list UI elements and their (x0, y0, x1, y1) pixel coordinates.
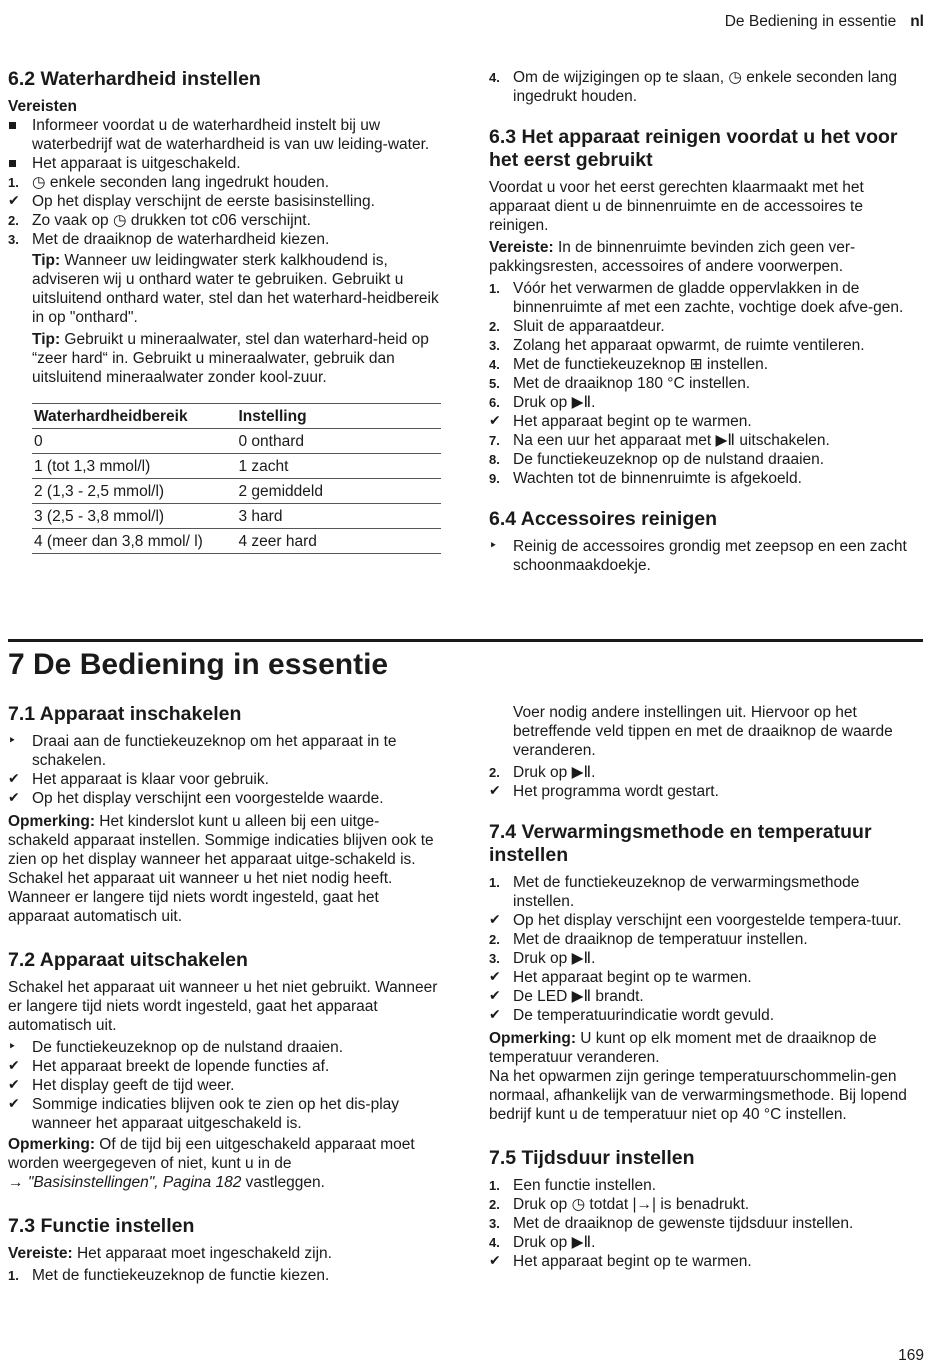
note-continued: Na het opwarmen zijn geringe temperatuurschommelin-gen normaal, afhankelijk van de verwarmingsmethode. Bij lopend bedrijf kunt u de temperatuur niet op 40 °C instellen. (489, 1068, 907, 1123)
table-cell: 4 (meer dan 3,8 mmol/ l) (32, 529, 237, 554)
list-item (489, 763, 921, 782)
list-item-text: Druk op ▶Ⅱ. (513, 394, 596, 411)
step-number: 2. (8, 213, 19, 228)
list-item (489, 1006, 921, 1025)
step-number: 4. (489, 70, 500, 85)
note (8, 812, 440, 869)
list-item (489, 782, 921, 801)
list-item (8, 192, 440, 211)
tip-text: Gebruikt u mineraalwater, stel dan waterhard-heid op “zeer hard“ in. Gebruikt u mineraalwater, gebruik dan uitsluitend mineraalwater zonder kool-zuur. (32, 331, 429, 386)
step-number: 6. (489, 395, 500, 410)
step-number: 7. (489, 433, 500, 448)
section-title: 7.4 Verwarmingsmethode en temperatuur instellen (489, 821, 872, 866)
step-number: 1. (489, 1178, 500, 1193)
note-label: Opmerking: (8, 1136, 95, 1153)
list-item (489, 949, 921, 968)
check-icon: ✔ (489, 1007, 501, 1023)
list-item-text: Het display geeft de tijd weer. (32, 1077, 235, 1094)
table-cell: 4 zeer hard (237, 529, 442, 554)
check-icon: ✔ (489, 912, 501, 928)
table-row (32, 479, 441, 504)
list-item-text: Met de draaiknop de temperatuur instellen. (513, 931, 808, 948)
list-item-text: Het apparaat is klaar voor gebruik. (32, 771, 269, 788)
list-item (8, 770, 440, 789)
list-item-text: Het apparaat breekt de lopende functies af. (32, 1058, 330, 1075)
table-cell: 2 (1,3 - 2,5 mmol/l) (32, 479, 237, 504)
section-7-left (8, 703, 440, 1285)
list-item-text: Zo vaak op ◷ drukken tot c06 verschijnt. (32, 212, 311, 229)
list-item-text: Het programma wordt gestart. (513, 783, 719, 800)
section-title: 6.2 Waterhardheid instellen (8, 68, 261, 90)
steps-list (489, 279, 921, 488)
chapter-title: 7 De Bediening in essentie (8, 648, 389, 681)
list-item (489, 279, 921, 317)
section-title: 6.4 Accessoires reinigen (489, 508, 717, 530)
list-item (489, 336, 921, 355)
requirement-label: Vereiste: (8, 1245, 73, 1262)
list-item (489, 1214, 921, 1233)
list-item-text: Met de functiekeuzeknop de verwarmingsmethode instellen. (513, 874, 860, 910)
check-icon: ✔ (489, 413, 501, 429)
list-item-text: Op het display verschijnt een voorgestelde tempera-tuur. (513, 912, 902, 929)
step-number: 5. (489, 376, 500, 391)
list-item-text: De functiekeuzeknop op de nulstand draaien. (32, 1039, 344, 1056)
list-item (489, 450, 921, 469)
list-item (489, 317, 921, 336)
chapter-divider (8, 639, 923, 642)
section-title: 7.2 Apparaat uitschakelen (8, 949, 248, 971)
check-icon: ✔ (8, 1077, 20, 1093)
list-item-text: Druk op ▶Ⅱ. (513, 950, 596, 967)
table-cell: 1 zacht (237, 454, 442, 479)
list-item (489, 1176, 921, 1195)
intro-text: Voordat u voor het eerst gerechten klaarmaakt met het apparaat dient u de binnenruimte en de accessoires te reinigen. (489, 179, 864, 234)
steps-list (489, 873, 921, 1025)
list-item (489, 431, 921, 450)
arrow-bullet-icon: ‣ (489, 538, 498, 554)
step-number: 3. (489, 1216, 500, 1231)
step-number: 4. (489, 357, 500, 372)
list-item (8, 173, 440, 192)
list-item (489, 469, 921, 488)
cross-reference-link[interactable]: "Basisinstellingen", Pagina 182 (27, 1174, 242, 1191)
note-continued: Schakel het apparaat uit wanneer u het niet nodig heeft. Wanneer er langere tijd niets wordt ingesteld, gaat het apparaat automatisch uit. (8, 870, 393, 925)
table-row (32, 429, 441, 454)
check-icon: ✔ (8, 790, 20, 806)
header-title: De Bediening in essentie (724, 13, 897, 30)
note-label: Opmerking: (8, 813, 95, 830)
check-icon: ✔ (8, 193, 20, 209)
intro-text: Schakel het apparaat uit wanneer u het niet gebruikt. Wanneer er langere tijd niets wordt ingesteld, gaat het apparaat automatisch uit. (8, 979, 438, 1034)
table-cell: 2 gemiddeld (237, 479, 442, 504)
list-item (8, 116, 440, 154)
water-hardness-table (32, 403, 441, 554)
steps-list (8, 1038, 440, 1133)
step-number: 2. (489, 1197, 500, 1212)
note-text: Het kinderslot kunt u alleen bij een uitge-schakeld apparaat instellen. Sommige indicaties blijven ook te zien op het display wanneer het apparaat uitge-schakeld is. (8, 813, 434, 868)
list-item-text: Op het display verschijnt een voorgestelde waarde. (32, 790, 384, 807)
section-title: 7.1 Apparaat inschakelen (8, 703, 242, 725)
table-header: Instelling (237, 404, 442, 429)
check-icon: ✔ (489, 1253, 501, 1269)
requirements-label: Vereisten (8, 98, 77, 115)
check-icon: ✔ (8, 1058, 20, 1074)
note (489, 1029, 921, 1067)
list-item-text: Druk op ▶Ⅱ. (513, 764, 596, 781)
list-item (8, 154, 440, 173)
tip-label: Tip: (32, 252, 61, 269)
list-item (489, 1233, 921, 1252)
table-cell: 1 (tot 1,3 mmol/l) (32, 454, 237, 479)
note (8, 1135, 440, 1192)
list-item-text: Druk op ▶Ⅱ. (513, 1234, 596, 1251)
list-item (489, 68, 921, 106)
list-item-text: Zolang het apparaat opwarmt, de ruimte ventileren. (513, 337, 865, 354)
step-number: 9. (489, 471, 500, 486)
list-item (489, 1252, 921, 1271)
list-item-text: De temperatuurindicatie wordt gevuld. (513, 1007, 775, 1024)
list-item (489, 930, 921, 949)
list-item (8, 1076, 440, 1095)
step-continuation: Voer nodig andere instellingen uit. Hiervoor op het betreffende veld tippen en met de draaiknop de waarde veranderen. (513, 704, 893, 759)
table-cell: 3 hard (237, 504, 442, 529)
list-item-text: Sluit de apparaatdeur. (513, 318, 665, 335)
requirement (8, 1244, 440, 1263)
table-cell: 0 (32, 429, 237, 454)
tip-text: Wanneer uw leidingwater sterk kalkhoudend is, adviseren wij u onthard water te gebruiken. Gebruikt u uitsluitend onthard water, stel dan het waterhard-heidbereik in op "onthard". (32, 252, 439, 326)
requirements-list (8, 116, 440, 173)
list-item (489, 412, 921, 431)
list-item (489, 873, 921, 911)
list-item (489, 968, 921, 987)
table-row (32, 504, 441, 529)
requirement-label: Vereiste: (489, 239, 554, 256)
list-item-text: Het apparaat begint op te warmen. (513, 969, 752, 986)
section-title: 7.5 Tijdsduur instellen (489, 1147, 695, 1169)
list-item (8, 1038, 440, 1057)
list-item (489, 374, 921, 393)
step-number: 2. (489, 765, 500, 780)
list-item-text: De LED ▶Ⅱ brandt. (513, 988, 644, 1005)
requirement-text: In de binnenruimte bevinden zich geen ver-pakkingsresten, accessoires of andere voorwerpen. (489, 239, 856, 275)
list-item-text: Informeer voordat u de waterhardheid instelt bij uw waterbedrijf wat de waterhardheid is van uw leiding-water. (32, 117, 430, 153)
list-item-text: Reinig de accessoires grondig met zeepsop en een zacht schoonmaakdoekje. (513, 538, 907, 574)
section-7-right (489, 703, 921, 1271)
steps-list (489, 1176, 921, 1271)
list-item-text: Het apparaat begint op te warmen. (513, 1253, 752, 1270)
list-item-text: Sommige indicaties blijven ook te zien op het dis-play wanneer het apparaat uitgeschakeld is. (32, 1096, 400, 1132)
step-number: 3. (489, 338, 500, 353)
list-item (8, 732, 440, 770)
section-6-2 (8, 68, 440, 554)
step-number: 1. (489, 875, 500, 890)
list-item (489, 1195, 921, 1214)
step-number: 8. (489, 452, 500, 467)
list-item (489, 355, 921, 374)
step-number: 2. (489, 319, 500, 334)
step-number: 1. (8, 175, 19, 190)
list-item-text: Met de functiekeuzeknop ⊞ instellen. (513, 356, 769, 373)
list-item-text: Een functie instellen. (513, 1177, 657, 1194)
list-item (8, 230, 440, 249)
note-label: Opmerking: (489, 1030, 576, 1047)
list-item-text: Vóór het verwarmen de gladde oppervlakken in de binnenruimte af met een zachte, vochtige doek afve-gen. (513, 280, 904, 316)
list-item (489, 987, 921, 1006)
step-number: 2. (489, 932, 500, 947)
step-number: 3. (8, 232, 19, 247)
list-item (8, 211, 440, 230)
list-item-text: Met de draaiknop de gewenste tijdsduur instellen. (513, 1215, 854, 1232)
list-item-text: Met de draaiknop 180 °C instellen. (513, 375, 751, 392)
list-item-text: Na een uur het apparaat met ▶Ⅱ uitschakelen. (513, 432, 830, 449)
list-item (489, 911, 921, 930)
check-icon: ✔ (8, 771, 20, 787)
list-item-text: Het apparaat is uitgeschakeld. (32, 155, 241, 172)
steps-list (489, 537, 921, 575)
header-lang: nl (910, 13, 924, 30)
note-text: U kunt op elk moment met de draaiknop de temperatuur veranderen. (489, 1030, 877, 1066)
step-number: 1. (8, 1268, 19, 1283)
note-text: vastleggen. (241, 1174, 325, 1191)
step-number: 3. (489, 951, 500, 966)
list-item (489, 537, 921, 575)
requirement (489, 238, 921, 276)
step-number: 1. (489, 281, 500, 296)
check-icon: ✔ (489, 988, 501, 1004)
list-item (8, 1095, 440, 1133)
list-item-text: Met de draaiknop de waterhardheid kiezen. (32, 231, 330, 248)
list-item-text: Draai aan de functiekeuzeknop om het apparaat in te schakelen. (32, 733, 397, 769)
table-row (32, 529, 441, 554)
section-title: 7.3 Functie instellen (8, 1215, 195, 1237)
requirement-text: Het apparaat moet ingeschakeld zijn. (72, 1245, 332, 1262)
list-item-text: ◷ enkele seconden lang ingedrukt houden. (32, 174, 330, 191)
tip-1 (8, 251, 440, 327)
check-icon: ✔ (489, 783, 501, 799)
check-icon: ✔ (8, 1096, 20, 1112)
page-header (725, 12, 924, 31)
steps-list (8, 1266, 440, 1285)
steps-list (489, 763, 921, 801)
list-item-text: Om de wijzigingen op te slaan, ◷ enkele seconden lang ingedrukt houden. (513, 69, 898, 105)
section-6-3 (489, 68, 921, 575)
section-title: 6.3 Het apparaat reinigen voordat u het voor het eerst gebruikt (489, 126, 898, 171)
table-cell: 0 onthard (237, 429, 442, 454)
list-item-text: Het apparaat begint op te warmen. (513, 413, 752, 430)
list-item-text: De functiekeuzeknop op de nulstand draaien. (513, 451, 825, 468)
steps-list (8, 173, 440, 249)
list-item-text: Op het display verschijnt de eerste basisinstelling. (32, 193, 375, 210)
page-number: 169 (898, 1347, 924, 1364)
table-row (32, 454, 441, 479)
table-header: Waterhardheidbereik (32, 404, 237, 429)
check-icon: ✔ (489, 969, 501, 985)
tip-2 (8, 330, 440, 387)
link-arrow-icon: → (8, 1174, 24, 1191)
list-item-text: Druk op ◷ totdat |→| is benadrukt. (513, 1196, 750, 1213)
list-item (8, 1266, 440, 1285)
arrow-bullet-icon: ‣ (8, 1039, 17, 1055)
list-item-text: Wachten tot de binnenruimte is afgekoeld. (513, 470, 802, 487)
note-text: Of de tijd bij een uitgeschakeld apparaat moet worden weergegeven of niet, kunt u in de (8, 1136, 415, 1172)
step-number: 4. (489, 1235, 500, 1250)
list-item-text: Met de functiekeuzeknop de functie kiezen. (32, 1267, 330, 1284)
list-item (8, 1057, 440, 1076)
list-item (489, 393, 921, 412)
tip-label: Tip: (32, 331, 61, 348)
steps-list (8, 732, 440, 808)
arrow-bullet-icon: ‣ (8, 733, 17, 749)
table-cell: 3 (2,5 - 3,8 mmol/l) (32, 504, 237, 529)
list-item (8, 789, 440, 808)
